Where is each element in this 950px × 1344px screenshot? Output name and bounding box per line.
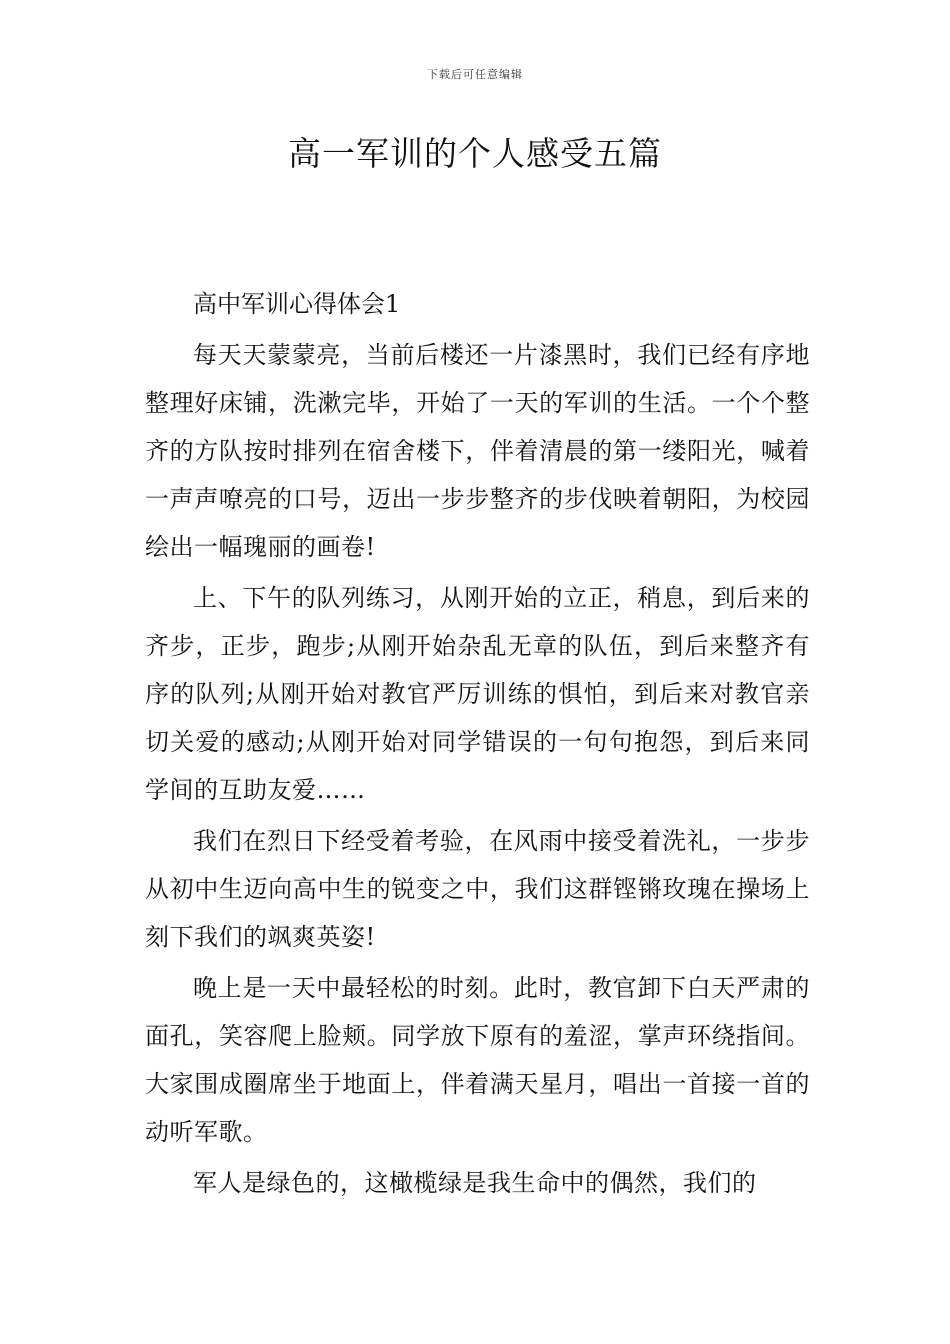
paragraph: 我们在烈日下经受着考验，在风雨中接受着洗礼，一步步从初中生迈向高中生的锐变之中，我们这群铿锵玫瑰在操场上刻下我们的飒爽英姿! (145, 827, 810, 951)
document-title: 高一军训的个人感受五篇 (288, 134, 662, 173)
header-note: 下载后可任意编辑 (427, 68, 523, 81)
document-body (145, 280, 810, 1210)
paragraph: 上、下午的队列练习，从刚开始的立正，稍息，到后来的齐步，正步，跑步;从刚开始杂乱无章的队伍，到后来整齐有序的队列;从刚开始对教官严厉训练的惧怕，到后来对教官亲切关爱的感动;从刚开始对同学错误的一句句抱怨，到后来同学间的互助友爱…… (145, 584, 810, 804)
section-heading: 高中军训心得体会1 (193, 290, 401, 318)
paragraph: 晚上是一天中最轻松的时刻。此时，教官卸下白天严肃的面孔，笑容爬上脸颊。同学放下原有的羞涩，掌声环绕指间。大家围成圈席坐于地面上，伴着满天星月，唱出一首接一首的动听军歌。 (145, 974, 810, 1146)
paragraph: 军人是绿色的，这橄榄绿是我生命中的偶然，我们的 (193, 1169, 757, 1197)
paragraph: 每天天蒙蒙亮，当前后楼还一片漆黑时，我们已经有序地整理好床铺，洗漱完毕，开始了一天的军训的生活。一个个整齐的方队按时排列在宿舍楼下，伴着清晨的第一缕阳光，喊着一声声嘹亮的口号，迈出一步步整齐的步伐映着朝阳，为校园绘出一幅瑰丽的画卷! (145, 341, 810, 561)
